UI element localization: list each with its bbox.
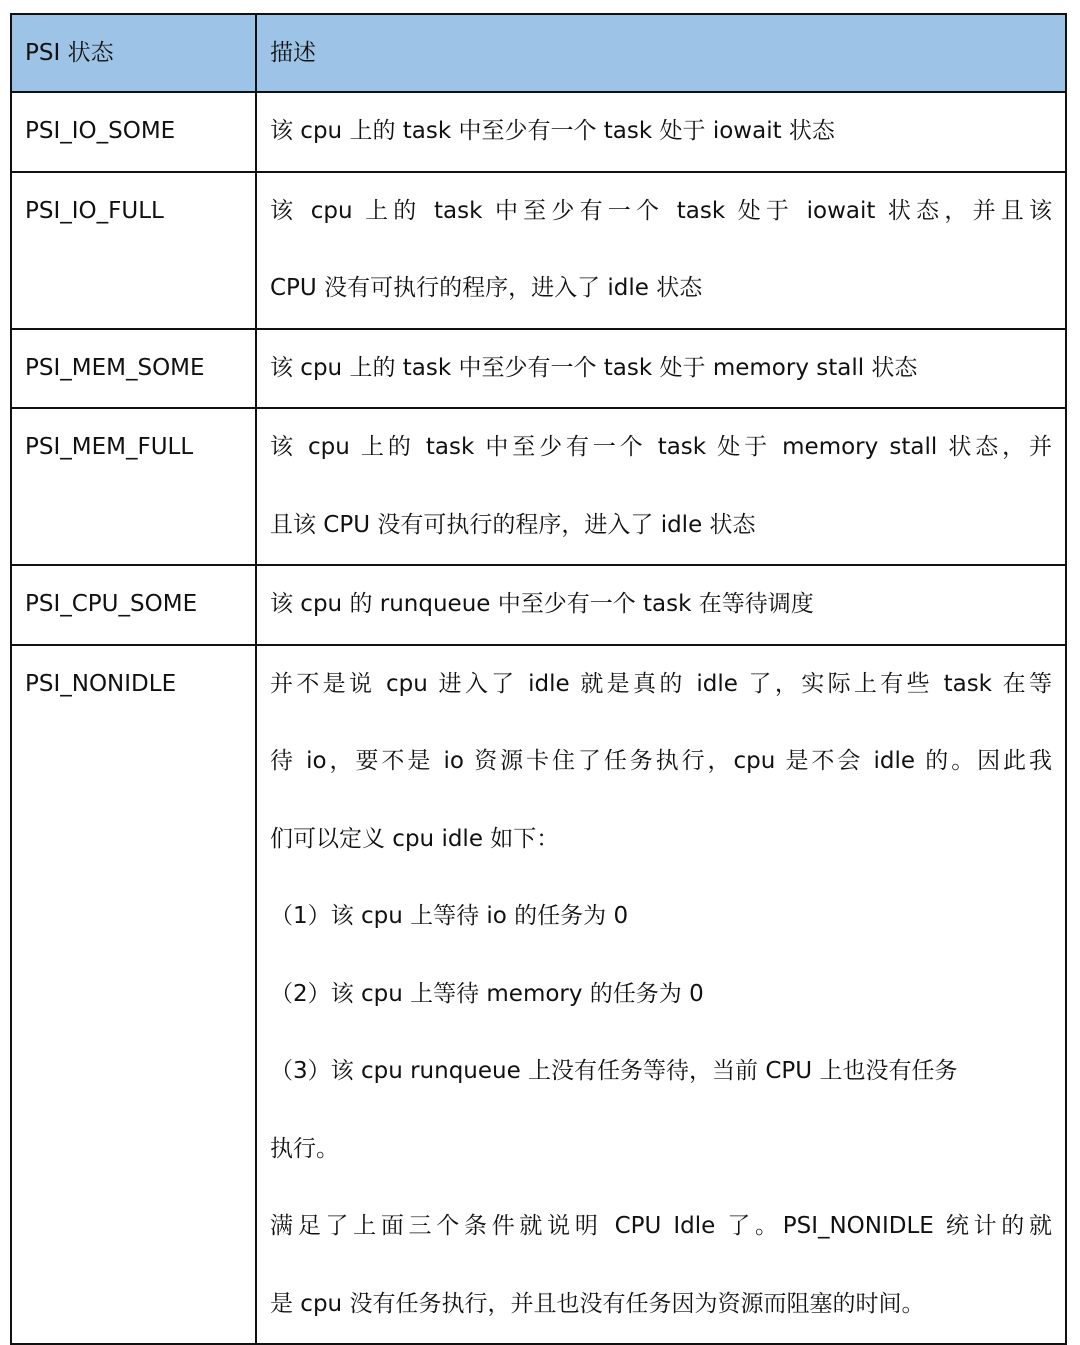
description-line: 该 cpu 上的 task 中至少有一个 task 处于 memory stall 状态，并 [270, 434, 1052, 460]
header-psi-state: PSI 状态 [11, 14, 256, 92]
description-line: 满足了上面三个条件就说明 CPU Idle 了。PSI_NONIDLE 统计的就 [270, 1213, 1052, 1239]
table-row [11, 408, 1066, 565]
description-line: 执行。 [270, 1135, 339, 1162]
description-line: 且该 CPU 没有可执行的程序，进入了 idle 状态 [270, 511, 756, 538]
psi-state-cell: PSI_IO_SOME [11, 92, 256, 172]
description-line: 该 cpu 的 runqueue 中至少有一个 task 在等待调度 [270, 591, 814, 617]
header-description: 描述 [256, 14, 1066, 92]
table-row [11, 329, 1066, 409]
psi-state-cell: PSI_IO_FULL [11, 172, 256, 329]
description-cell [256, 408, 1066, 565]
description-line: 该 cpu 上的 task 中至少有一个 task 处于 memory stall 状态 [270, 354, 918, 381]
description-line: （1）该 cpu 上等待 io 的任务为 0 [270, 903, 629, 929]
table-row [11, 645, 1066, 1345]
description-line: CPU 没有可执行的程序，进入了 idle 状态 [270, 275, 703, 301]
description-cell [256, 329, 1066, 409]
description-line: （3）该 cpu runqueue 上没有任务等待，当前 CPU 上也没有任务 [270, 1058, 958, 1084]
description-line: 是 cpu 没有任务执行，并且也没有任务因为资源而阻塞的时间。 [270, 1290, 925, 1317]
psi-state-cell: PSI_CPU_SOME [11, 565, 256, 645]
description-line: 该 cpu 上的 task 中至少有一个 task 处于 iowait 状态，并且该 [270, 197, 1052, 224]
description-cell [256, 565, 1066, 645]
table-row [11, 565, 1066, 645]
description-line: 们可以定义 cpu idle 如下： [270, 825, 560, 852]
psi-state-table [10, 13, 1067, 1345]
psi-state-cell: PSI_MEM_FULL [11, 408, 256, 565]
psi-state-cell: PSI_MEM_SOME [11, 329, 256, 409]
description-cell [256, 172, 1066, 329]
psi-state-cell: PSI_NONIDLE [11, 645, 256, 1345]
table-row [11, 172, 1066, 329]
description-cell [256, 645, 1066, 1345]
description-cell [256, 92, 1066, 172]
description-line: 待 io，要不是 io 资源卡住了任务执行，cpu 是不会 idle 的。因此我 [270, 748, 1052, 774]
description-line: 该 cpu 上的 task 中至少有一个 task 处于 iowait 状态 [270, 118, 835, 144]
table-row [11, 92, 1066, 172]
description-line: （2）该 cpu 上等待 memory 的任务为 0 [270, 980, 704, 1007]
description-line: 并不是说 cpu 进入了 idle 就是真的 idle 了，实际上有些 task 在等 [270, 670, 1052, 697]
table-header-row [11, 14, 1066, 92]
